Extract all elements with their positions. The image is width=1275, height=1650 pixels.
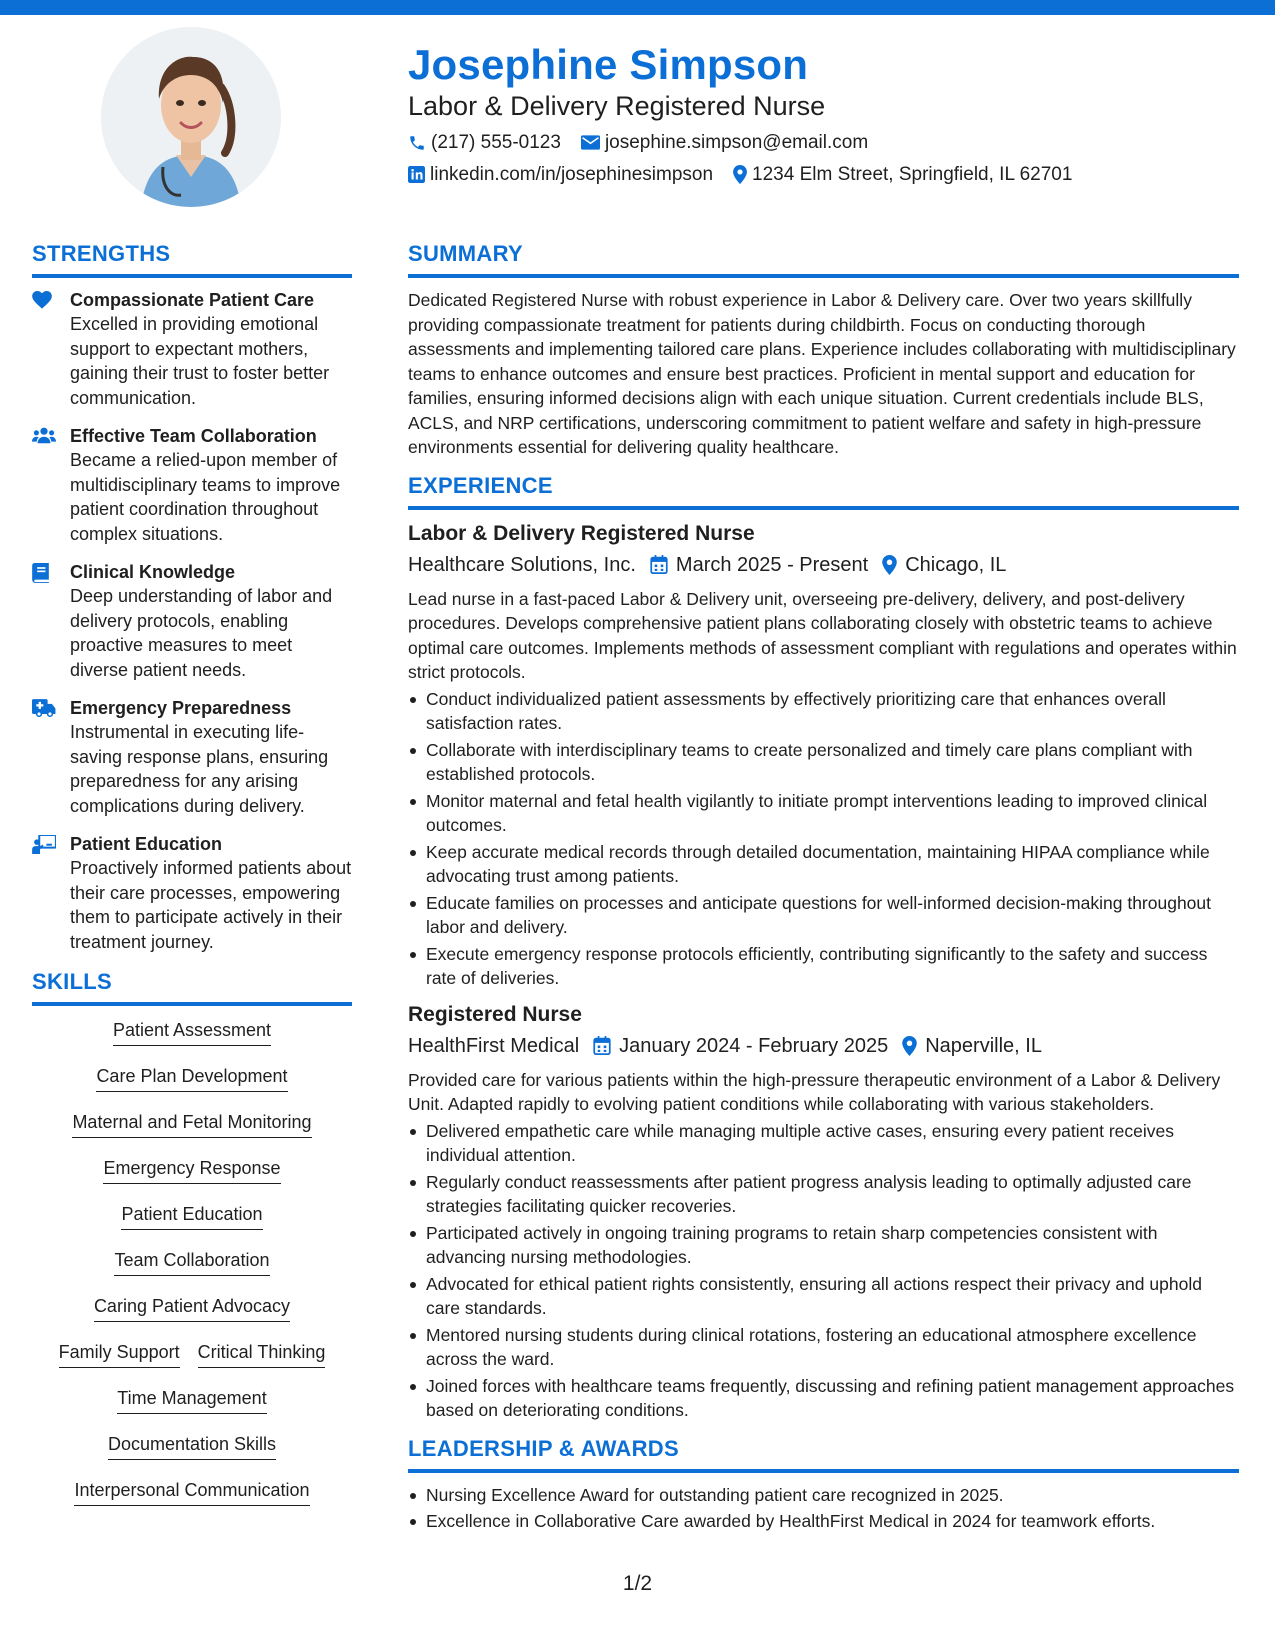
company-name: Healthcare Solutions, Inc. [408, 553, 636, 576]
job-dates: January 2024 - February 2025 [619, 1034, 889, 1057]
awards-heading: LEADERSHIP & AWARDS [408, 1435, 679, 1461]
envelope-icon [581, 135, 600, 150]
phone-text[interactable]: (217) 555-0123 [431, 131, 561, 153]
email-text[interactable]: josephine.simpson@email.com [604, 131, 869, 153]
strength-item [32, 832, 352, 954]
address-text: 1234 Elm Street, Springfield, IL 62701 [752, 163, 1073, 185]
job-entry [408, 520, 1239, 991]
skill-tag: Family Support [59, 1340, 180, 1368]
summary-heading: SUMMARY [408, 241, 523, 266]
right-column [408, 240, 1239, 1546]
skills-list [32, 1018, 352, 1524]
candidate-title: Labor & Delivery Registered Nurse [408, 91, 826, 122]
experience-heading: EXPERIENCE [408, 472, 553, 498]
location-pin-icon [733, 165, 747, 184]
bullet-item: Keep accurate medical records through detailed documentation, maintaining HIPAA compliance while advocating trust among patients. [408, 840, 1239, 889]
bullet-item: Advocated for ethical patient rights consistently, ensuring all actions respect their privacy and uphold care standards. [408, 1272, 1239, 1321]
address-item [733, 163, 1072, 187]
job-meta [408, 551, 1239, 579]
skill-tag: Critical Thinking [198, 1340, 326, 1368]
job-dates: March 2025 - Present [675, 553, 869, 576]
bullet-item: Mentored nursing students during clinical rotations, fostering an educational atmosphere excellence across the ward. [408, 1323, 1239, 1372]
job-meta [408, 1032, 1239, 1060]
summary-text: Dedicated Registered Nurse with robust experience in Labor & Delivery care. Over two years skillfully providing compassionate treatment for patients during childbirth. Focus on conducting thorough assessments and implementing tailored care plans. Experience includes collaborating with multidisciplinary teams to enhance outcomes and ensure best practices. Proficient in mental support and education for families, ensuring informed decisions align with each unique situation. Current credentials include BLS, ACLS, and NRP certifications, underscoring commitment to patient welfare and safety in high-pressure environments essential for delivering quality healthcare. [408, 290, 1236, 457]
page-number: 1/2 [622, 1572, 653, 1595]
strength-item [32, 288, 352, 410]
experience-section [408, 472, 1239, 1423]
strength-item [32, 424, 352, 546]
phone-item [408, 131, 561, 155]
location-item [882, 551, 1006, 579]
bullet-item: Monitor maternal and fetal health vigilantly to initiate prompt interventions leading to improved clinical outcomes. [408, 789, 1239, 838]
contact-row-2 [408, 163, 1238, 187]
linkedin-item [408, 163, 713, 187]
section-divider [408, 274, 1239, 278]
job-description: Provided care for various patients within the high-pressure therapeutic environment of a Labor & Delivery Unit. Adapted rapidly to evolving patient conditions while collaborating with various stakeholders. [408, 1069, 1221, 1114]
linkedin-icon [408, 166, 425, 183]
skills-heading: SKILLS [32, 969, 113, 994]
strength-desc: Excelled in providing emotional support to expectant mothers, gaining their trust to foster better communication. [70, 314, 330, 408]
strength-item [32, 696, 352, 818]
skill-tag: Interpersonal Communication [74, 1478, 309, 1506]
strength-desc: Instrumental in executing life-saving response plans, ensuring preparedness for any arising complications during delivery. [70, 722, 329, 816]
skill-tag: Patient Education [121, 1202, 262, 1230]
users-icon [32, 427, 56, 445]
book-icon [32, 563, 49, 583]
strength-title: Effective Team Collaboration [70, 426, 317, 446]
skill-tag: Caring Patient Advocacy [94, 1294, 290, 1322]
awards-list [408, 1483, 1239, 1534]
bullet-item: Execute emergency response protocols efficiently, contributing significantly to the safety and success rate of deliveries. [408, 942, 1239, 991]
candidate-name: Josephine Simpson [408, 41, 809, 88]
section-divider [32, 274, 352, 278]
bullet-item: Conduct individualized patient assessments by effectively prioritizing care that enhances overall satisfaction rates. [408, 687, 1239, 736]
location-item [902, 1032, 1042, 1060]
skill-tag: Maternal and Fetal Monitoring [72, 1110, 311, 1138]
skill-tag: Time Management [117, 1386, 266, 1414]
strength-title: Compassionate Patient Care [70, 290, 315, 310]
company-name: HealthFirst Medical [408, 1034, 580, 1057]
location-pin-icon [882, 555, 897, 575]
bullet-item: Participated actively in ongoing training programs to retain sharp competencies consistent with advancing nursing methodologies. [408, 1221, 1239, 1270]
left-column [32, 240, 352, 1524]
strengths-heading: STRENGTHS [32, 241, 171, 266]
calendar-icon [593, 1036, 611, 1055]
section-divider [408, 506, 1239, 510]
linkedin-text[interactable]: linkedin.com/in/josephinesimpson [430, 163, 714, 185]
section-divider [32, 1002, 352, 1006]
skills-section [32, 968, 352, 1524]
phone-icon [408, 134, 426, 152]
job-title: Labor & Delivery Registered Nurse [408, 521, 755, 545]
job-bullets [408, 687, 1239, 991]
date-item [593, 1032, 888, 1060]
strength-title: Clinical Knowledge [70, 562, 236, 582]
bullet-item: Joined forces with healthcare teams frequently, discussing and refining patient management approaches based on deteriorating conditions. [408, 1374, 1239, 1423]
bullet-item: Delivered empathetic care while managing multiple active cases, ensuring every patient receives individual attention. [408, 1119, 1239, 1168]
award-item: Nursing Excellence Award for outstanding patient care recognized in 2025. [408, 1483, 1239, 1508]
job-location: Naperville, IL [925, 1034, 1042, 1057]
email-item [581, 131, 868, 155]
bullet-item: Educate families on processes and anticipate questions for well-informed decision-making throughout labor and delivery. [408, 891, 1239, 940]
bullet-item: Regularly conduct reassessments after patient progress analysis leading to optimally adjusted care strategies facilitating quicker recoveries. [408, 1170, 1239, 1219]
strength-desc: Proactively informed patients about their care processes, empowering them to participate actively in their treatment journey. [70, 858, 352, 952]
awards-section [408, 1435, 1239, 1534]
skill-tag: Emergency Response [103, 1156, 280, 1184]
heart-icon [32, 291, 52, 309]
award-item: Excellence in Collaborative Care awarded by HealthFirst Medical in 2024 for teamwork efforts. [408, 1509, 1239, 1534]
location-pin-icon [902, 1036, 917, 1056]
top-accent-bar [0, 0, 1275, 15]
bullet-item: Collaborate with interdisciplinary teams to create personalized and timely care plans compliant with established protocols. [408, 738, 1239, 787]
profile-photo [101, 27, 281, 207]
summary-section [408, 240, 1239, 460]
job-bullets [408, 1119, 1239, 1423]
strength-desc: Deep understanding of labor and delivery protocols, enabling proactive measures to meet diverse patient needs. [70, 586, 333, 680]
job-entry [408, 1001, 1239, 1423]
skill-tag: Documentation Skills [108, 1432, 276, 1460]
section-divider [408, 1469, 1239, 1473]
strength-title: Patient Education [70, 834, 223, 854]
strength-title: Emergency Preparedness [70, 698, 292, 718]
strength-item [32, 560, 352, 682]
calendar-icon [650, 555, 668, 574]
ambulance-icon [32, 699, 57, 718]
job-title: Registered Nurse [408, 1002, 582, 1026]
contact-row-1 [408, 131, 1238, 155]
date-item [650, 551, 868, 579]
job-location: Chicago, IL [905, 553, 1007, 576]
strengths-list [32, 288, 352, 954]
job-description: Lead nurse in a fast-paced Labor & Delivery unit, overseeing pre-delivery, delivery, and post-delivery procedures. Develops comprehensive patient plans collaborating closely with obstetric teams to achieve optimal care outcomes. Implements methods of assessment compliant with regulations and operates within strict protocols. [408, 588, 1237, 682]
skill-tag: Patient Assessment [113, 1018, 271, 1046]
resume-header [408, 42, 1238, 187]
strength-desc: Became a relied-upon member of multidisciplinary teams to improve patient coordination throughout complex situations. [70, 450, 341, 544]
teacher-icon [32, 835, 56, 854]
skill-tag: Care Plan Development [96, 1064, 287, 1092]
skill-tag: Team Collaboration [114, 1248, 269, 1276]
